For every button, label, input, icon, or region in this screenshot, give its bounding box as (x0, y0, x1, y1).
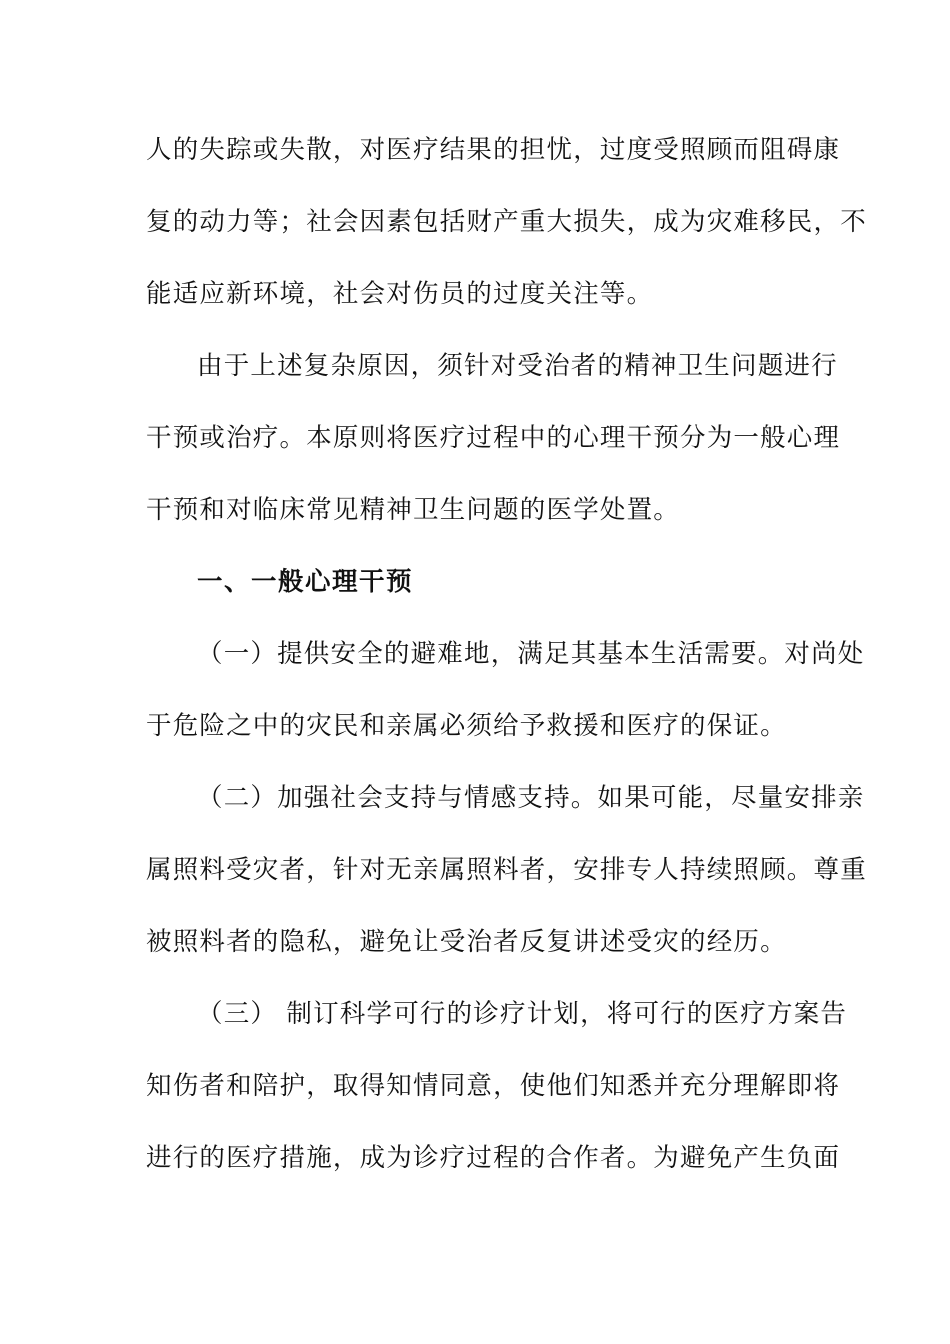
body-text-line: 能适应新环境，社会对伤员的过度关注等。 (146, 279, 654, 309)
body-text-line: 于危险之中的灾民和亲属必须给予救援和医疗的保证。 (146, 711, 787, 741)
body-text-line: 属照料受灾者，针对无亲属照料者，安排专人持续照顾。尊重 (146, 855, 867, 885)
body-text-line: 干预和对临床常见精神卫生问题的医学处置。 (146, 495, 681, 525)
paragraph-start-line: 由于上述复杂原因，须针对受治者的精神卫生问题进行 (197, 351, 838, 381)
list-item-line: （二）加强社会支持与情感支持。如果可能，尽量安排亲 (197, 783, 865, 813)
section-heading: 一、一般心理干预 (197, 567, 414, 597)
document-body (146, 114, 867, 1194)
body-text-line: 人的失踪或失散，对医疗结果的担忧，过度受照顾而阻碍康 (146, 135, 841, 165)
list-item-line: （三） 制订科学可行的诊疗计划，将可行的医疗方案告 (197, 999, 848, 1029)
body-text-line: 干预或治疗。本原则将医疗过程中的心理干预分为一般心理 (146, 423, 841, 453)
list-item-line: （一）提供安全的避难地，满足其基本生活需要。对尚处 (197, 639, 865, 669)
body-text-line: 进行的医疗措施，成为诊疗过程的合作者。为避免产生负面 (146, 1143, 841, 1173)
body-text-line: 被照料者的隐私，避免让受治者反复讲述受灾的经历。 (146, 927, 787, 957)
body-text-line: 复的动力等；社会因素包括财产重大损失，成为灾难移民，不 (146, 207, 867, 237)
body-text-line: 知伤者和陪护，取得知情同意，使他们知悉并充分理解即将 (146, 1071, 841, 1101)
